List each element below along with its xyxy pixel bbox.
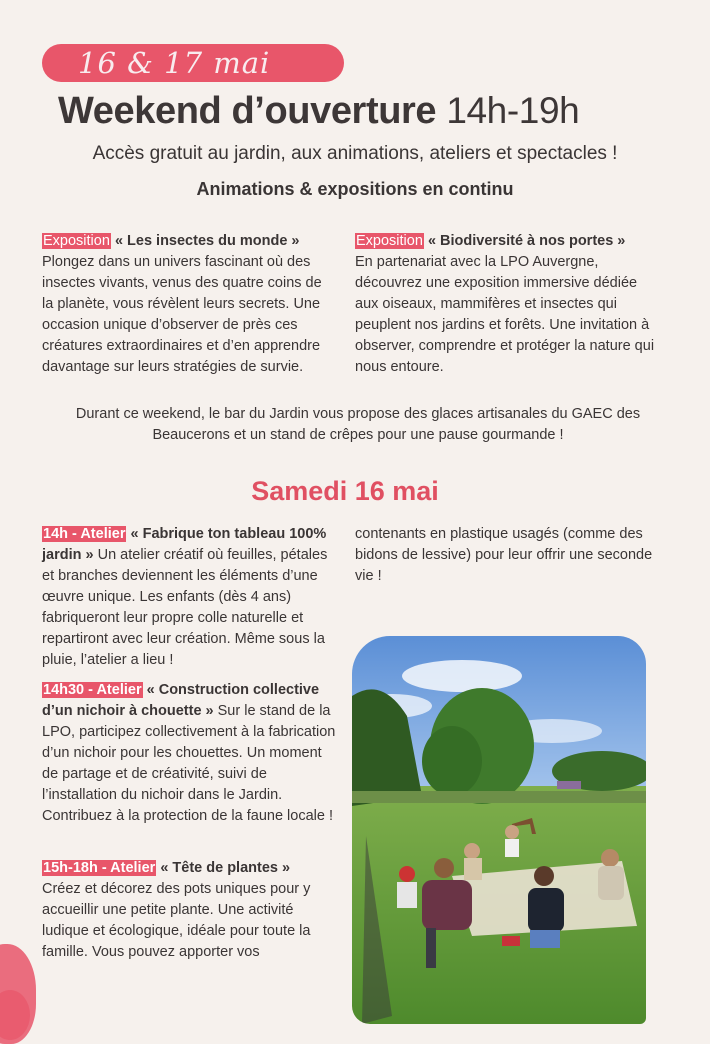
activity-tag: 14h - Atelier	[43, 526, 126, 542]
exposition-title: « Les insectes du monde »	[114, 233, 300, 249]
exposition-tag: Exposition	[356, 233, 423, 249]
exposition-description: En partenariat avec la LPO Auvergne, découvrez une exposition immersive dédiée aux oiseaux, mammifères et insectes qui peuplent nos jardins et forêts. Une invitation à observer, comprendre et protéger la nature qui nous entoure.	[355, 254, 655, 375]
page-subtitle: Accès gratuit au jardin, aux animations, ateliers et spectacles !	[92, 143, 618, 164]
activity-nichoir	[42, 680, 338, 827]
activity-tableau	[42, 524, 338, 671]
day-heading: Samedi 16 mai	[251, 476, 439, 506]
activity-title: « Fabrique ton tableau 100% jardin »	[42, 526, 327, 563]
page-title	[58, 90, 698, 133]
date-badge-text: 16 & 17 mai	[78, 46, 271, 80]
title-text: Weekend d’ouverture	[58, 90, 437, 132]
activity-title: « Construction collective d’un nichoir à chouette »	[42, 682, 320, 719]
exposition-title: « Biodiversité à nos portes »	[427, 233, 626, 249]
bar-note: Durant ce weekend, le bar du Jardin vous propose des glaces artisanales du GAEC des Beaucerons et un stand de crêpes pour une pause gourmande !	[75, 406, 641, 443]
exposition-insectes	[42, 231, 334, 378]
activity-title: « Tête de plantes »	[160, 860, 291, 876]
exposition-tag: Exposition	[43, 233, 110, 249]
activity-description: Un atelier créatif où feuilles, pétales et branches deviennent les éléments d’une œuvre unique. Les enfants (dès 4 ans) fabriqueront leur propre colle naturelle et repartiront avec leur création. Même sous la pluie, l’atelier a lieu !	[42, 547, 328, 668]
exposition-biodiversite	[355, 231, 655, 378]
opening-hours: 14h-19h	[446, 90, 580, 131]
section-heading: Animations & expositions en continu	[196, 179, 514, 199]
activity-tag: 15h-18h - Atelier	[43, 860, 156, 876]
activity-continuation: contenants en plastique usagés (comme des bidons de lessive) pour leur offrir une seconde vie !	[355, 526, 653, 584]
activity-description: Créez et décorez des pots uniques pour y accueillir une petite plante. Une activité ludique et écologique, idéale pour toute la famille. Vous pouvez apporter vos	[42, 881, 311, 960]
activity-tete-de-plantes	[42, 858, 338, 963]
activity-description: Sur le stand de la LPO, participez collectivement à la fabrication d’un nichoir pour les chouettes. Un moment de partage et de créativité, suivi de l’installation du nichoir dans le Jardin. Contribuez à la protection de la faune locale !	[42, 703, 336, 824]
exposition-description: Plongez dans un univers fascinant où des insectes vivants, venus des quatre coins de la planète, vous révèlent leurs secrets. Une occasion unique d’observer de près ces créatures extraordinaires et d’en apprendre davantage sur leurs stratégies de survie.	[42, 254, 322, 375]
garden-photo	[352, 636, 646, 1024]
activity-tag: 14h30 - Atelier	[43, 682, 142, 698]
date-badge	[42, 44, 344, 82]
